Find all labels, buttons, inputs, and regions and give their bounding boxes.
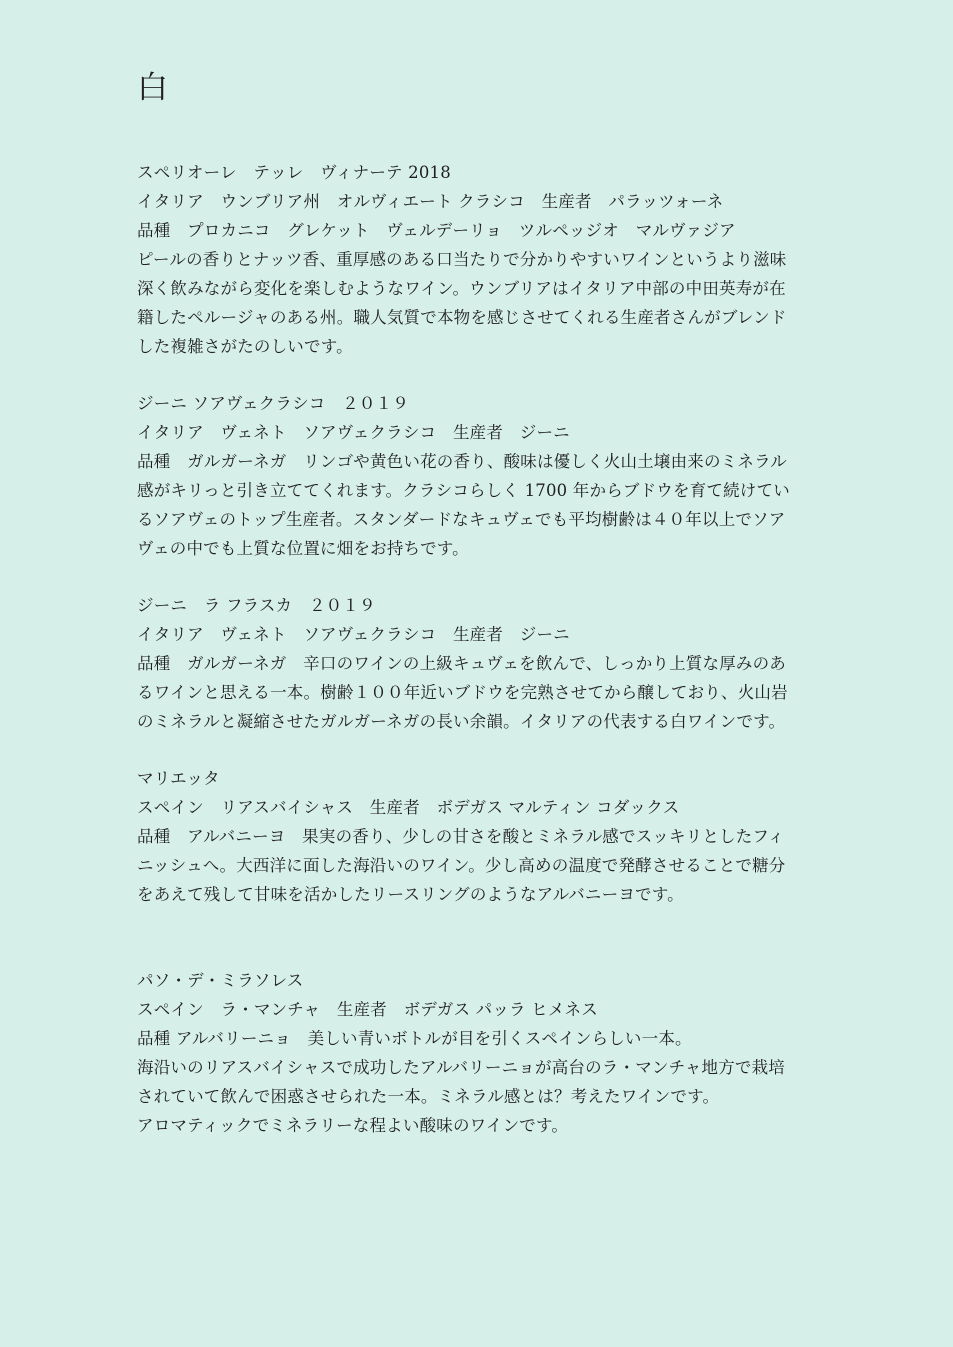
wine-1-description-line: ピールの香りとナッツ香、重厚感のある口当たりで分かりやすいワインというより滋味 xyxy=(137,250,787,269)
wine-2-description-line: るソアヴェのトップ生産者。スタンダードなキュヴェでも平均樹齢は４０年以上でソア xyxy=(137,510,786,529)
wine-4-name: マリエッタ xyxy=(137,769,220,788)
wine-3-description-line: のミネラルと凝縮させたガルガーネガの長い余韻。イタリアの代表する白ワインです。 xyxy=(137,712,786,731)
wine-3-origin: イタリア ヴェネト ソアヴェクラシコ 生産者 ジーニ xyxy=(137,625,570,644)
wine-5-origin: スペイン ラ・マンチャ 生産者 ボデガス パッラ ヒメネス xyxy=(137,1000,598,1019)
wine-3-name: ジーニ ラ フラスカ ２０１９ xyxy=(137,596,376,615)
wine-5-name: パソ・デ・ミラソレス xyxy=(137,971,304,990)
wine-4-description-line: 品種 アルバニーヨ 果実の香り、少しの甘さを酸とミネラル感でスッキリとしたフィ xyxy=(137,827,785,846)
wine-2-origin: イタリア ヴェネト ソアヴェクラシコ 生産者 ジーニ xyxy=(137,423,570,442)
wine-2-name: ジーニ ソアヴェクラシコ ２０１９ xyxy=(137,394,409,413)
wine-2-description-line: ヴェの中でも上質な位置に畑をお持ちです。 xyxy=(137,539,469,558)
wine-1-description-line: した複雑さがたのしいです。 xyxy=(137,337,353,356)
wine-5-description-line: 海沿いのリアスバイシャスで成功したアルバリーニョが高台のラ・マンチャ地方で栽培 xyxy=(137,1058,785,1077)
wine-5-description-line: アロマティックでミネラリーな程よい酸味のワインです。 xyxy=(137,1116,569,1135)
wine-5-varieties: 品種 アルバリーニョ 美しい青いボトルが目を引くスペインらしい一本。 xyxy=(137,1029,692,1048)
wine-3-description-line: るワインと思える一本。樹齢１００年近いブドウを完熟させてから醸しており、火山岩 xyxy=(137,683,788,702)
page-title: 白 xyxy=(137,70,168,106)
wine-1-origin: イタリア ウンブリア州 オルヴィエート クラシコ 生産者 パラッツォーネ xyxy=(137,192,724,211)
wine-1-description-line: 籍したペルージャのある州。職人気質で本物を感じさせてくれる生産者さんがブレンド xyxy=(137,308,787,327)
wine-4-description-line: をあえて残して甘味を活かしたリースリングのようなアルバニーヨです。 xyxy=(137,885,684,904)
wine-4-description-line: ニッシュへ。大西洋に面した海沿いのワイン。少し高めの温度で発酵させることで糖分 xyxy=(137,856,786,875)
wine-1-description-line: 深く飲みながら変化を楽しむようなワイン。ウンブリアはイタリア中部の中田英寿が在 xyxy=(137,279,786,298)
wine-4-origin: スペイン リアスバイシャス 生産者 ボデガス マルティン コダックス xyxy=(137,798,680,817)
wine-2-description-line: 感がキリっと引き立ててくれます。クラシコらしく 1700 年からブドウを育て続けてい xyxy=(137,481,790,500)
wine-1-name: スペリオーレ テッレ ヴィナーテ 2018 xyxy=(137,163,451,182)
wine-5-description-line: されていて飲んで困惑させられた一本。ミネラル感とは？考えたワインです。 xyxy=(137,1087,720,1106)
wine-2-description-line: 品種 ガルガーネガ リンゴや黄色い花の香り、酸味は優しく火山土壌由来のミネラル xyxy=(137,452,787,471)
wine-1-varieties: 品種 プロカニコ グレケット ヴェルデーリョ ツルペッジオ マルヴァジア xyxy=(137,221,736,240)
wine-3-description-line: 品種 ガルガーネガ 辛口のワインの上級キュヴェを飲んで、しっかり上質な厚みのあ xyxy=(137,654,786,673)
